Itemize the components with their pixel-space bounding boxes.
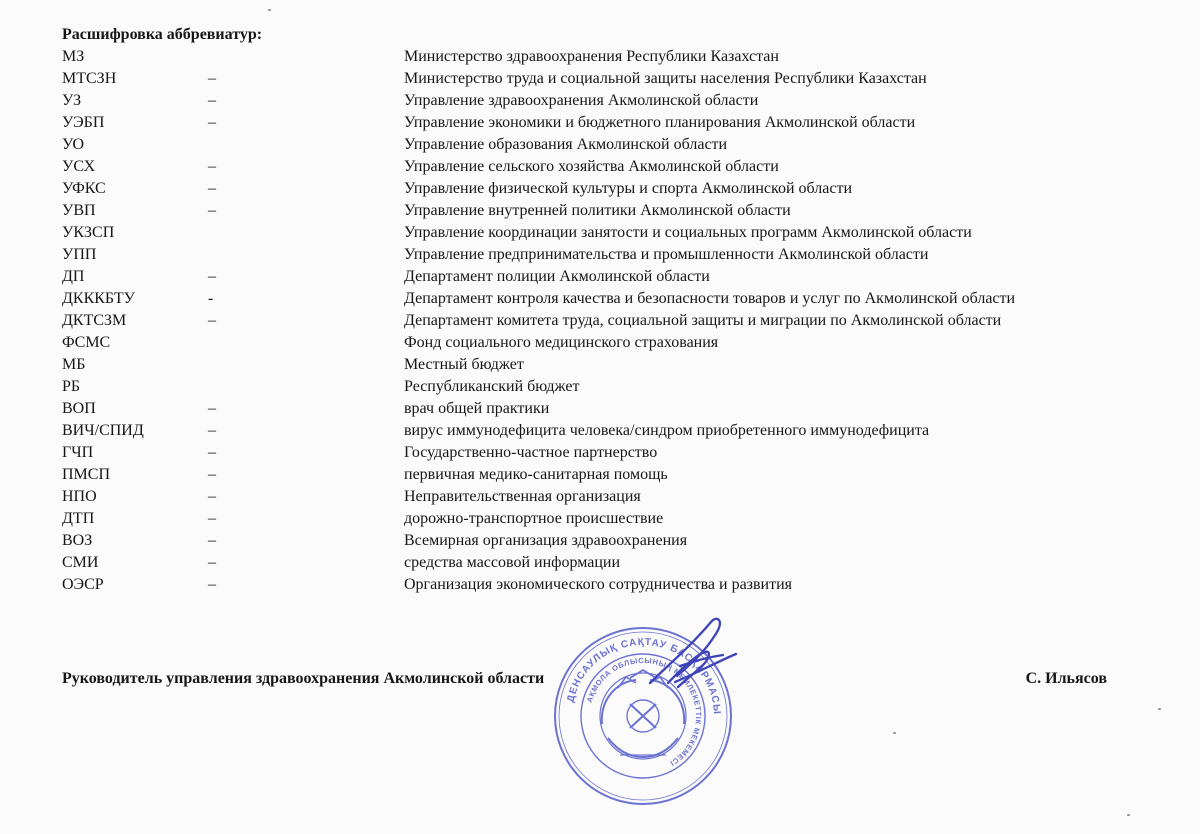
abbreviation-row — [62, 442, 1062, 464]
abbreviation-dash: – — [208, 576, 216, 593]
abbreviation-description: Местный бюджет — [404, 356, 524, 373]
abbreviation-code: НПО — [62, 488, 97, 505]
abbreviation-description: Республиканский бюджет — [404, 378, 580, 395]
abbreviation-code: МТСЗН — [62, 70, 117, 87]
abbreviation-description: Управление сельского хозяйства Акмолинской области — [404, 158, 779, 175]
abbreviations-list — [62, 46, 1062, 596]
abbreviation-code: СМИ — [62, 554, 99, 571]
abbreviation-code: УЗ — [62, 92, 82, 109]
abbreviation-dash: – — [208, 444, 216, 461]
abbreviation-dash: – — [208, 92, 216, 109]
abbreviation-description: Управление координации занятости и социальных программ Акмолинской области — [404, 224, 972, 241]
abbreviation-row — [62, 508, 1062, 530]
abbreviation-code: ДКККБТУ — [62, 290, 136, 307]
abbreviation-row — [62, 376, 1062, 398]
scan-speck — [1127, 814, 1130, 816]
abbreviation-code: МБ — [62, 356, 86, 373]
abbreviation-row — [62, 222, 1062, 244]
abbreviation-dash: – — [208, 510, 216, 527]
abbreviation-code: ДКТСЗМ — [62, 312, 127, 329]
abbreviation-description: первичная медико-санитарная помощь — [404, 466, 668, 483]
abbreviation-dash: - — [208, 290, 214, 307]
svg-text:АҚМОЛА ОБЛЫСЫНЫҢ МЕМЛЕКЕТТІК М: АҚМОЛА ОБЛЫСЫНЫҢ МЕМЛЕКЕТТІК МЕКЕМЕСІ — [584, 655, 704, 769]
abbreviation-code: ВОЗ — [62, 532, 93, 549]
scan-speck — [268, 9, 271, 11]
abbreviation-row — [62, 68, 1062, 90]
abbreviation-dash: – — [208, 268, 216, 285]
abbreviation-description: Министерство здравоохранения Республики Казахстан — [404, 48, 779, 65]
abbreviation-code: ВИЧ/СПИД — [62, 422, 144, 439]
abbreviation-dash: – — [208, 114, 216, 131]
abbreviation-dash: – — [208, 532, 216, 549]
abbreviation-row — [62, 46, 1062, 68]
abbreviation-code: ДП — [62, 268, 85, 285]
abbreviation-code: УО — [62, 136, 85, 153]
abbreviation-dash: – — [208, 158, 216, 175]
signer-name: С. Ильясов — [1025, 670, 1107, 687]
abbreviation-description: Управление предпринимательства и промышленности Акмолинской области — [404, 246, 929, 263]
scan-speck — [1158, 708, 1161, 710]
signer-title: Руководитель управления здравоохранения Акмолинской области — [62, 670, 545, 687]
abbreviation-dash: – — [208, 466, 216, 483]
abbreviation-row — [62, 200, 1062, 222]
abbreviation-dash: – — [208, 70, 216, 87]
abbreviation-code: УЭБП — [62, 114, 105, 131]
abbreviation-code: УКЗСП — [62, 224, 115, 241]
abbreviation-description: Организация экономического сотрудничества и развития — [404, 576, 793, 593]
abbreviation-description: Управление здравоохранения Акмолинской области — [404, 92, 759, 109]
abbreviation-code: ПМСП — [62, 466, 111, 483]
abbreviation-code: УСХ — [62, 158, 96, 175]
abbreviation-description: Департамент комитета труда, социальной защиты и миграции по Акмолинской области — [404, 312, 1002, 329]
handwritten-signature-icon — [585, 610, 745, 710]
abbreviation-description: вирус иммунодефицита человека/синдром приобретенного иммунодефицита — [404, 422, 930, 439]
abbreviation-code: УФКС — [62, 180, 106, 197]
abbreviation-row — [62, 574, 1062, 596]
abbreviation-row — [62, 288, 1062, 310]
abbreviation-row — [62, 464, 1062, 486]
abbreviation-description: Департамент контроля качества и безопасности товаров и услуг по Акмолинской области — [404, 290, 1016, 307]
abbreviation-description: Управление внутренней политики Акмолинской области — [404, 202, 791, 219]
abbreviation-dash: – — [208, 422, 216, 439]
abbreviation-description: Департамент полиции Акмолинской области — [404, 268, 710, 285]
abbreviation-description: Управление физической культуры и спорта Акмолинской области — [404, 180, 853, 197]
abbreviation-description: Управление образования Акмолинской области — [404, 136, 728, 153]
abbreviation-code: УПП — [62, 246, 97, 263]
abbreviation-code: МЗ — [62, 48, 85, 65]
abbreviation-code: УВП — [62, 202, 96, 219]
abbreviation-row — [62, 486, 1062, 508]
abbreviation-row — [62, 178, 1062, 200]
abbreviation-row — [62, 420, 1062, 442]
abbreviation-row — [62, 530, 1062, 552]
abbreviation-code: ДТП — [62, 510, 95, 527]
svg-text:ДЕНСАУЛЫҚ САҚТАУ БАСҚАРМАСЫ: ДЕНСАУЛЫҚ САҚТАУ БАСҚАРМАСЫ — [565, 636, 723, 716]
signature-line — [62, 668, 1107, 690]
abbreviation-description: Неправительственная организация — [404, 488, 641, 505]
abbreviation-row — [62, 266, 1062, 288]
abbreviation-row — [62, 398, 1062, 420]
abbreviation-dash: – — [208, 312, 216, 329]
abbreviation-description: Министерство труда и социальной защиты населения Республики Казахстан — [404, 70, 927, 87]
abbreviation-row — [62, 134, 1062, 156]
abbreviation-row — [62, 156, 1062, 178]
abbreviation-dash: – — [208, 554, 216, 571]
abbreviation-dash: – — [208, 202, 216, 219]
abbreviation-dash: – — [208, 400, 216, 417]
abbreviation-row — [62, 354, 1062, 376]
abbreviation-description: Государственно-частное партнерство — [404, 444, 658, 461]
abbreviation-row — [62, 112, 1062, 134]
abbreviation-code: РБ — [62, 378, 81, 395]
scan-speck — [893, 732, 896, 734]
abbreviations-heading: Расшифровка аббревиатур: — [62, 26, 263, 43]
abbreviation-description: Всемирная организация здравоохранения — [404, 532, 688, 549]
abbreviation-code: ОЭСР — [62, 576, 104, 593]
abbreviation-row — [62, 310, 1062, 332]
abbreviation-description: дорожно-транспортное происшествие — [404, 510, 664, 527]
abbreviation-code: ФСМС — [62, 334, 111, 351]
abbreviation-description: Управление экономики и бюджетного планирования Акмолинской области — [404, 114, 916, 131]
official-seal-icon — [538, 612, 748, 812]
abbreviation-dash: – — [208, 180, 216, 197]
abbreviation-description: врач общей практики — [404, 400, 550, 417]
abbreviation-code: ВОП — [62, 400, 96, 417]
abbreviation-row — [62, 552, 1062, 574]
abbreviation-row — [62, 332, 1062, 354]
abbreviation-code: ГЧП — [62, 444, 94, 461]
abbreviation-row — [62, 90, 1062, 112]
abbreviation-row — [62, 244, 1062, 266]
abbreviation-description: средства массовой информации — [404, 554, 621, 571]
abbreviation-dash: – — [208, 488, 216, 505]
abbreviation-description: Фонд социального медицинского страхования — [404, 334, 719, 351]
